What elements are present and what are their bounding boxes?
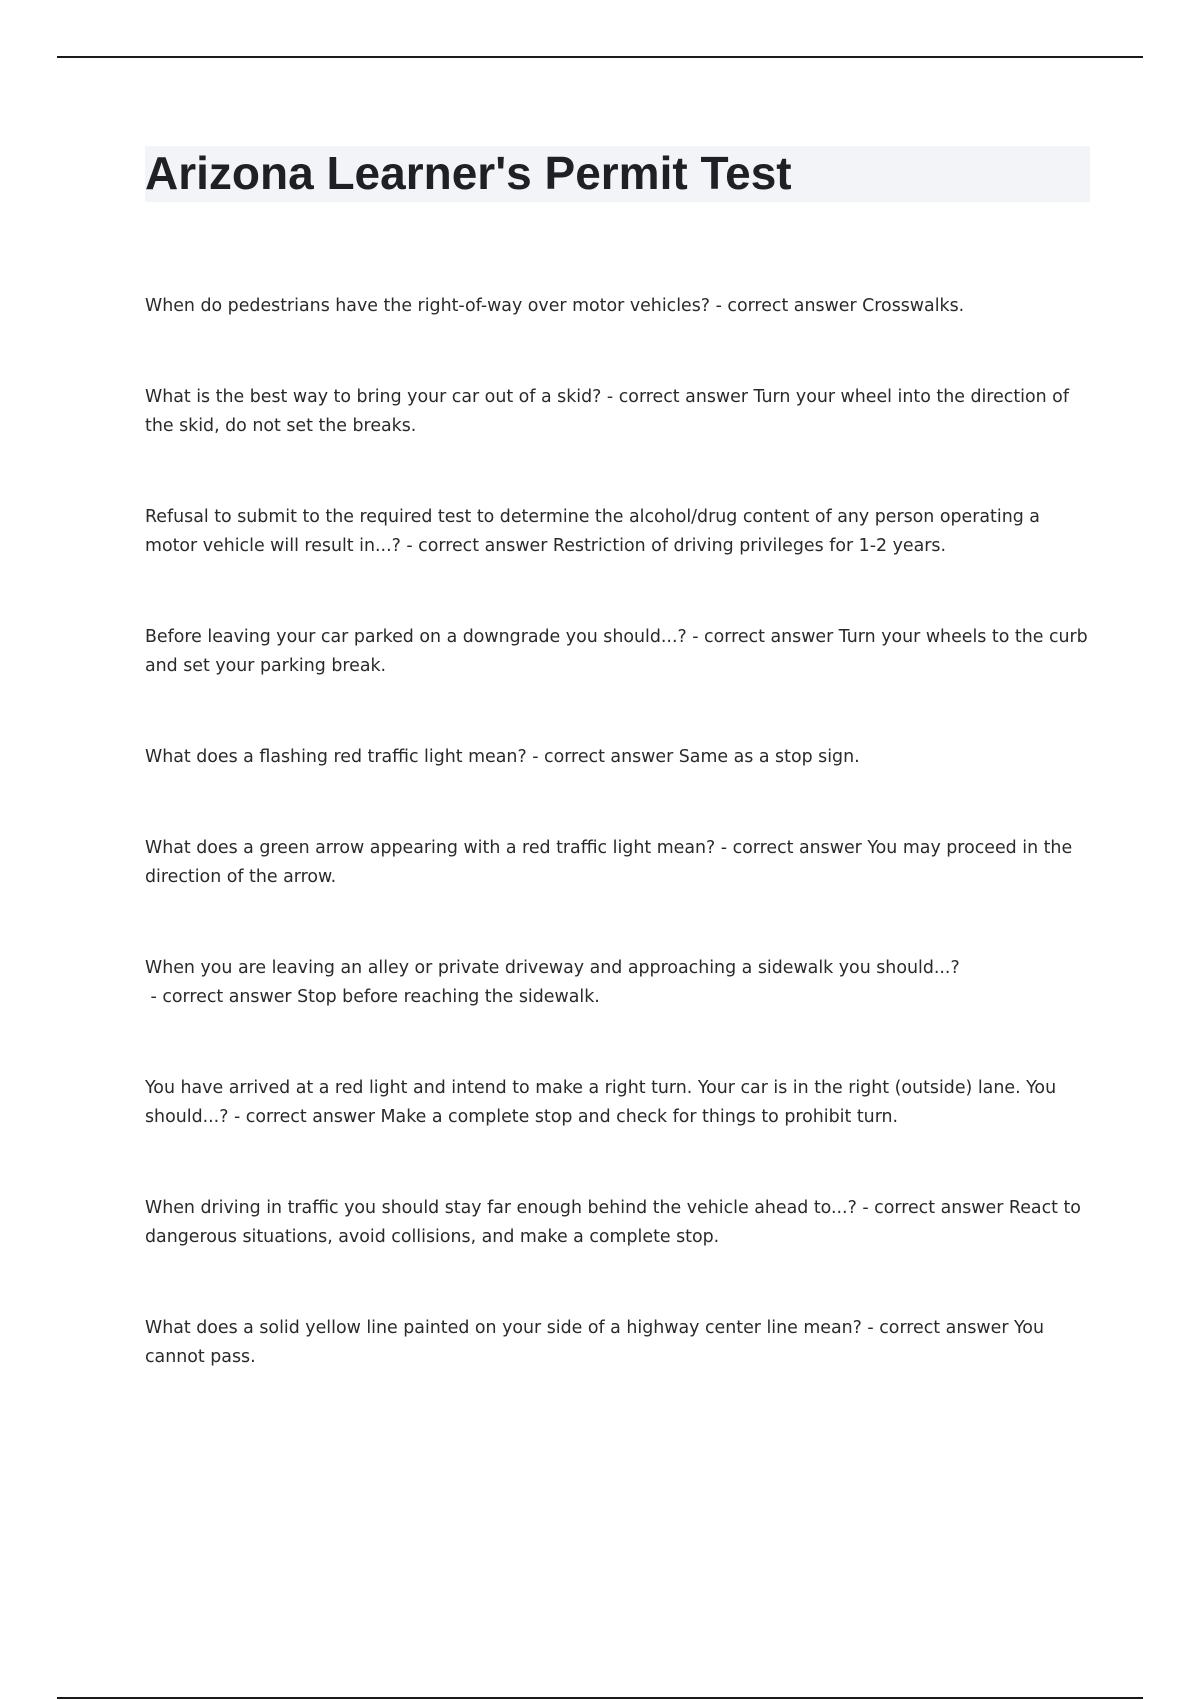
qa-item	[145, 383, 1090, 441]
qa-item	[145, 954, 1090, 1012]
qa-list	[145, 292, 1090, 1434]
answer-separator: - correct answer	[710, 296, 863, 316]
answer-separator: - correct answer	[145, 987, 298, 1007]
question-text: When you are leaving an alley or private driveway and approaching a sidewalk you should...?	[145, 958, 960, 978]
question-text: Before leaving your car parked on a downgrade you should...?	[145, 627, 687, 647]
answer-separator: - correct answer	[601, 387, 754, 407]
answer-separator: - correct answer	[686, 627, 839, 647]
question-text: What does a flashing red traffic light mean?	[145, 747, 527, 767]
answer-text: You may proceed in the direction of the arrow.	[145, 838, 1073, 887]
bottom-rule	[57, 1697, 1143, 1699]
answer-text: Same as a stop sign.	[678, 747, 860, 767]
answer-text: Turn your wheel into the direction of the skid, do not set the breaks.	[145, 387, 1069, 436]
answer-separator: - correct answer	[526, 747, 679, 767]
top-rule	[57, 56, 1143, 58]
question-text: Refusal to submit to the required test to determine the alcohol/drug content of any person operating a motor vehicle will result in...?	[145, 507, 1040, 556]
page-title: Arizona Learner's Permit Test	[145, 147, 792, 199]
answer-separator: - correct answer	[861, 1318, 1014, 1338]
qa-item	[145, 1194, 1090, 1252]
question-text: When driving in traffic you should stay far enough behind the vehicle ahead to...?	[145, 1198, 857, 1218]
qa-item	[145, 1074, 1090, 1132]
answer-separator: - correct answer	[715, 838, 868, 858]
qa-item	[145, 1314, 1090, 1372]
answer-separator: - correct answer	[400, 536, 553, 556]
question-text: You have arrived at a red light and intend to make a right turn. Your car is in the right (outside) lane. You should...?	[145, 1078, 1057, 1127]
question-text: What does a solid yellow line painted on your side of a highway center line mean?	[145, 1318, 862, 1338]
answer-text: Make a complete stop and check for things to prohibit turn.	[380, 1107, 899, 1127]
qa-item	[145, 503, 1090, 561]
answer-text: Crosswalks.	[862, 296, 965, 316]
qa-item	[145, 623, 1090, 681]
qa-item	[145, 292, 1090, 321]
answer-text: Restriction of driving privileges for 1-2 years.	[552, 536, 946, 556]
answer-text: React to dangerous situations, avoid collisions, and make a complete stop.	[145, 1198, 1081, 1247]
question-text: What does a green arrow appearing with a red traffic light mean?	[145, 838, 716, 858]
qa-item	[145, 834, 1090, 892]
answer-text: Stop before reaching the sidewalk.	[297, 987, 600, 1007]
answer-text: Turn your wheels to the curb and set your parking break.	[145, 627, 1088, 676]
question-text: When do pedestrians have the right-of-way over motor vehicles?	[145, 296, 711, 316]
question-text: What is the best way to bring your car out of a skid?	[145, 387, 602, 407]
answer-separator: - correct answer	[856, 1198, 1009, 1218]
qa-item	[145, 743, 1090, 772]
answer-text: You cannot pass.	[145, 1318, 1044, 1367]
answer-separator: - correct answer	[228, 1107, 381, 1127]
